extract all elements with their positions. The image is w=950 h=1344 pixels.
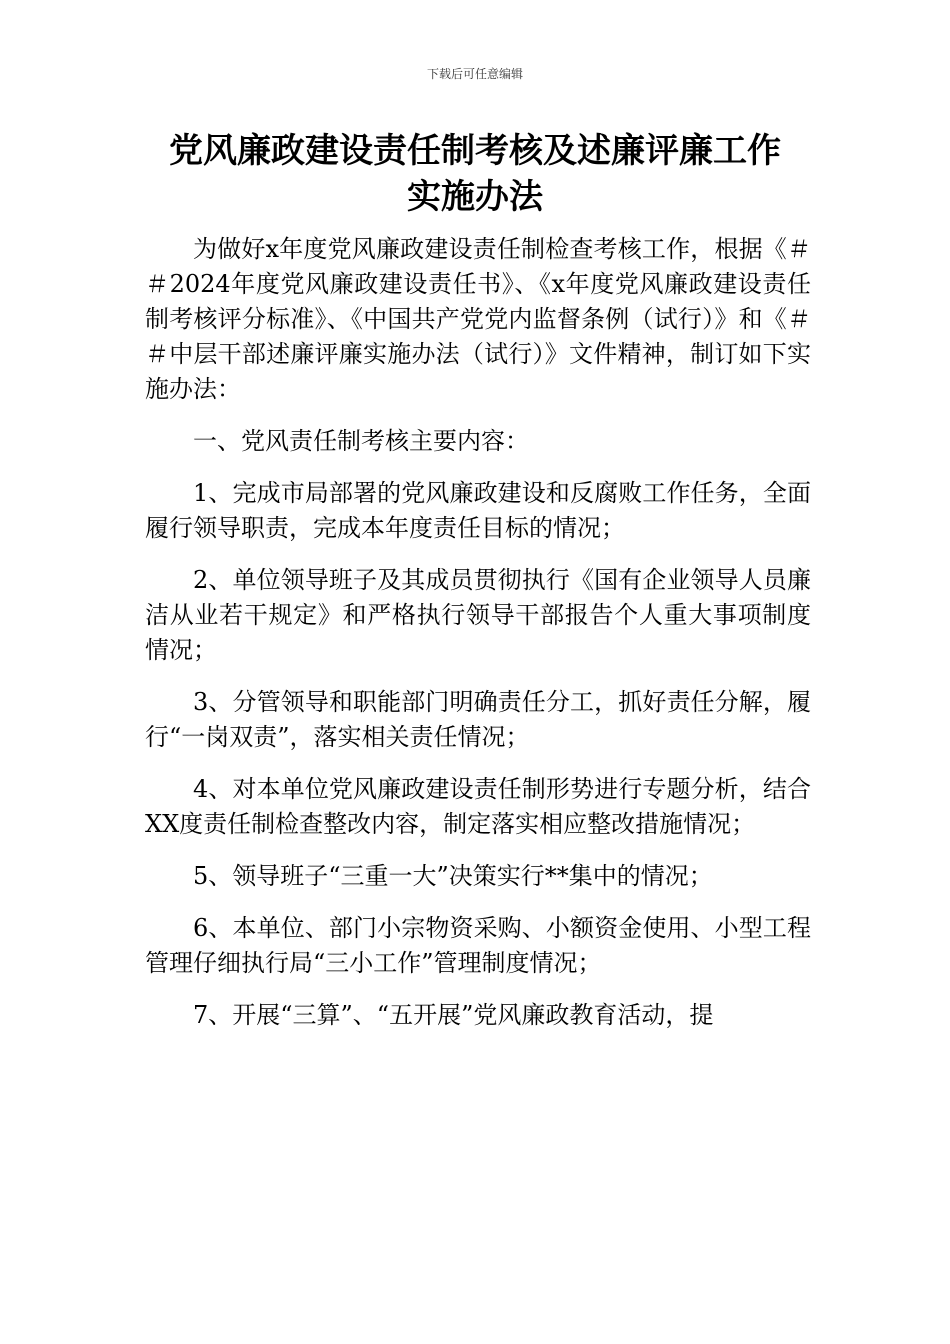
list-item-7: 7、开展“三算”、“五开展”党风廉政教育活动，提 <box>193 1001 714 1029</box>
paragraph-intro: 为做好x年度党风廉政建设责任制检查考核工作，根据《＃＃2024年度党风廉政建设责任书》、《x年度党风廉政建设责任制考核评分标准》、《中国共产党党内监督条例（试行）》和《＃＃中层干部述廉评廉实施办法（试行）》文件精神，制订如下实施办法： <box>145 235 811 403</box>
title-line-2: 实施办法 <box>407 177 543 217</box>
list-item-6: 6、本单位、部门小宗物资采购、小额资金使用、小型工程管理仔细执行局“三小工作”管理制度情况； <box>145 914 811 977</box>
list-item-4: 4、对本单位党风廉政建设责任制形势进行专题分析，结合XX度责任制检查整改内容，制定落实相应整改措施情况； <box>145 775 811 838</box>
list-item-3: 3、分管领导和职能部门明确责任分工，抓好责任分解，履行“一岗双责”，落实相关责任情况； <box>145 688 811 751</box>
section-heading: 一、党风责任制考核主要内容： <box>193 427 529 455</box>
list-item-5: 5、领导班子“三重一大”决策实行**集中的情况； <box>193 862 713 890</box>
document-body <box>145 232 811 1050</box>
title-line-1: 党风廉政建设责任制考核及述廉评廉工作 <box>169 131 781 171</box>
list-item-2: 2、单位领导班子及其成员贯彻执行《国有企业领导人员廉洁从业若干规定》和严格执行领导干部报告个人重大事项制度情况； <box>145 566 811 664</box>
list-item-1: 1、完成市局部署的党风廉政建设和反腐败工作任务，全面履行领导职责，完成本年度责任目标的情况； <box>145 479 811 542</box>
header-note: 下载后可任意编辑 <box>426 67 523 81</box>
document-title <box>100 128 850 220</box>
